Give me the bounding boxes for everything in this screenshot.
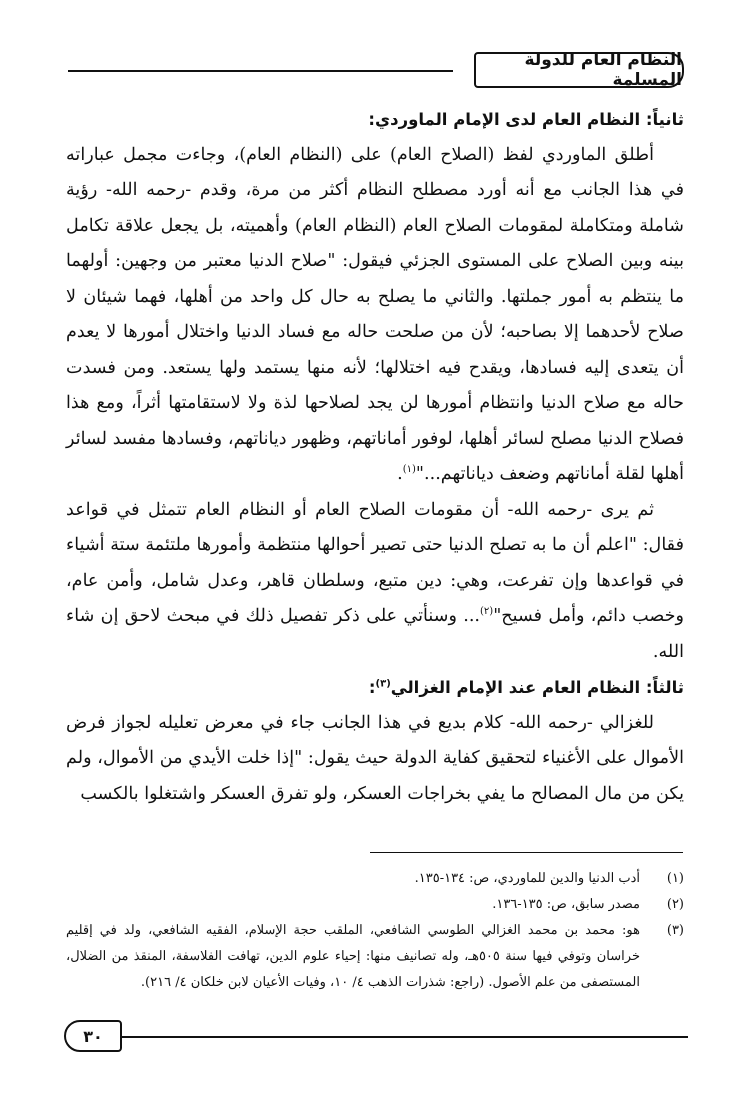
paragraph-text: أطلق الماوردي لفظ (الصلاح العام) على (النظام العام)، وجاءت مجمل عباراته في هذا الجانب مع أنه أورد مصطلح النظام أكثر من مرة، وقدم -رحمه الله- رؤية شاملة ومتكاملة لمقومات الصلاح العام (النظام العام) وأهميته، بل يجعل علاقة تكامل بينه وبين الصلاح على المستوى الجزئي فيقول: "صلاح الدنيا معتبر من وجهين: أولهما ما ينتظم به أمور جملتها. والثاني ما يصلح به حال كل واحد من أهلها، فهما شيئان لا صلاح لأحدهما إلا بصاحبه؛ لأن من صلحت حاله مع فساد الدنيا واختلال أمورها لا يعدم أن يتعدى إليه فسادها، ويقدح فيه اختلالها؛ لأنه منها يستمد ولها يستعد. ومن فسدت حاله مع صلاح الدنيا وانتظام أمورها لن يجد لصلاحها لذة ولا لاستقامتها أثراً، ومع هذا فصلاح الدنيا مصلح لسائر أهلها، لوفور أماناتهم، وظهور دياناتهم، وفسادها مفسد لسائر أهلها لقلة أماناتهم وضعف دياناتهم..." [66, 144, 684, 484]
footnote-ref-3: (٣) [375, 678, 391, 690]
page-number [64, 1020, 122, 1052]
footnote-ref-2: (٢) [480, 606, 494, 618]
header-title: النظام العام للدولة المسلمة [524, 50, 682, 90]
paragraph-text: ثم يرى -رحمه الله- أن مقومات الصلاح العام أو النظام العام تتمثل في قواعد فقال: "اعلم أن ما به تصلح الدنيا حتى تصير أحوالها منتظمة وأمورها ملتئمة ستة أشياء في قواعدها وإن تفرعت، وهي: دين متبع، وسلطان قاهر، وعدل شامل، وأمن عام، وخصب دائم، وأمل فسيح" [66, 499, 684, 626]
section-heading-mawardi: ثانياً: النظام العام لدى الإمام الماوردي: [368, 110, 684, 129]
heading-text: ثالثاً: النظام العام عند الإمام الغزالي [390, 678, 684, 697]
footnote-text: هو: محمد بن محمد الغزالي الطوسي الشافعي، الملقب حجة الإسلام، الفقيه الشافعي، ولد في إقليم خراسان وتوفي فيها سنة ٥٠٥هـ، وله تصانيف منها: إحياء علوم الدين، تهافت الفلاسفة، المنقذ من الضلال، المستصفى من علم الأصول. (راجع: شذرات الذهب ٤/ ١٠، وفيات الأعيان لابن خلكان ٤/ ٢١٦). [66, 923, 640, 990]
footnote-rule [370, 852, 683, 853]
footnote-item [66, 866, 684, 892]
paragraph-ghazali-1: للغزالي -رحمه الله- كلام بديع في هذا الجانب جاء في معرض تعليله لجواز فرض الأموال على الأغنياء لتحقيق كفاية الدولة حيث يقول: "إذا خلت الأيدي من الأموال، ولم يكن من مال المصالح ما يفي بخراجات العسكر، ولو تفرق العسكر واشتغلوا بالكسب [66, 712, 684, 804]
footnote-text: أدب الدنيا والدين للماوردي، ص: ١٣٤-١٣٥. [414, 871, 640, 886]
paragraph-mawardi-1: أطلق الماوردي لفظ (الصلاح العام) على (النظام العام)، وجاءت مجمل عباراته في هذا الجانب مع أنه أورد مصطلح النظام أكثر من مرة، وقدم -رحمه الله- رؤية شاملة ومتكاملة لمقومات الصلاح العام (النظام العام) وأهميته، بل يجعل علاقة تكامل بينه وبين الصلاح على المستوى الجزئي فيقول: "صلاح الدنيا معتبر من وجهين: أولهما ما ينتظم به أمور جملتها. والثاني ما يصلح به حال كل واحد من أهلها، فهما شيئان لا صلاح لأحدهما إلا بصاحبه؛ لأن من صلحت حاله مع فساد الدنيا واختلال أمورها لا يعدم أن يتعدى إليه فسادها، ويقدح فيه اختلالها؛ لأنه منها يستمد ولها يستعد. ومن فسدت حاله مع صلاح الدنيا وانتظام أمورها لن يجد لصلاحها لذة ولا لاستقامتها أثراً، ومع هذا فصلاح الدنيا مصلح لسائر أهلها، لوفور أماناتهم، وظهور دياناتهم، وفسادها مفسد لسائر أهلها لقلة أماناتهم وضعف دياناتهم..."$^{(١)}$. [66, 144, 684, 484]
footnote-item [66, 892, 684, 918]
paragraph-tail: ... وسنأتي على ذكر تفصيل ذلك في مبحث لاحق إن شاء الله. [66, 606, 684, 662]
main-text [66, 102, 684, 812]
footnote-text: مصدر سابق، ص: ١٣٥-١٣٦. [492, 897, 640, 912]
footnotes [66, 866, 684, 996]
section-heading-ghazali: ثالثاً: النظام العام عند الإمام الغزالي$^{(٣)}$: [368, 678, 684, 697]
paragraph-mawardi-2 [66, 493, 684, 671]
running-header [474, 52, 684, 88]
footer-rule [118, 1036, 688, 1038]
footnote-number: (١) [666, 871, 684, 886]
footnote-number: (٢) [666, 897, 684, 912]
footnote-item [66, 918, 684, 996]
footnote-number: (٣) [666, 923, 684, 938]
footnote-ref-1: (١) [402, 464, 416, 476]
header-rule [68, 70, 453, 72]
page-number-text: ٣٠ [83, 1026, 103, 1046]
